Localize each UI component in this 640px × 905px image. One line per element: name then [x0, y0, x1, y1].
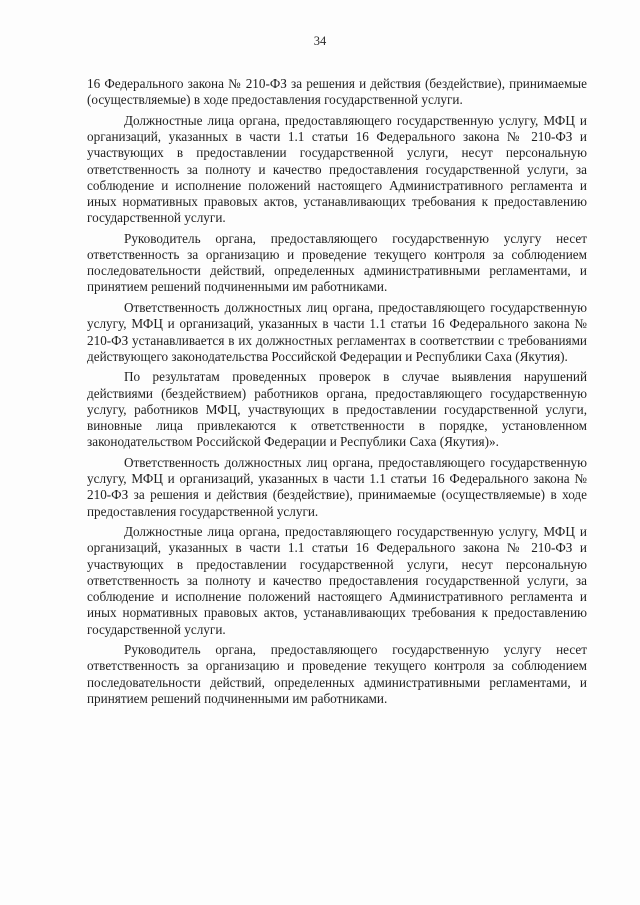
paragraph-7: Должностные лица органа, предоставляющего государственную услугу, МФЦ и организаций, указанных в части 1.1 статьи 16 Федерального закона № 210-ФЗ и участвующих в предоставлении государственной услуги, несут персональную ответственность за полноту и качество предоставления государственной услуги, за соблюдение и исполнение положений настоящего Административного регламента и иных нормативных правовых актов, устанавливающих требования к предоставлению государственной услуги. — [87, 524, 587, 637]
paragraph-5: По результатам проведенных проверок в случае выявления нарушений действиями (бездействием) работников органа, предоставляющего государственную услугу, работников МФЦ, участвующих в предоставлении государственной услуги, виновные лица привлекаются к ответственности в порядке, установленном законодательством Российской Федерации и Республики Саха (Якутия)». — [87, 369, 587, 450]
paragraph-3: Руководитель органа, предоставляющего государственную услугу несет ответственность за организацию и проведение текущего контроля за соблюдением последовательности действий, определенных административными регламентами, и принятием решений подчиненными им работниками. — [87, 230, 587, 295]
paragraph-1: 16 Федерального закона № 210-ФЗ за решения и действия (бездействие), принимаемые (осуществляемые) в ходе предоставления государственной услуги. — [87, 76, 587, 108]
paragraph-8: Руководитель органа, предоставляющего государственную услугу несет ответственность за организацию и проведение текущего контроля за соблюдением последовательности действий, определенных административными регламентами, и принятием решений подчиненными им работниками. — [87, 642, 587, 706]
paragraph-4: Ответственность должностных лиц органа, предоставляющего государственную услугу, МФЦ и организаций, указанных в части 1.1 статьи 16 Федерального закона № 210-ФЗ устанавливается в их должностных регламентах в соответствии с требованиями действующего законодательства Российской Федерации и Республики Саха (Якутия). — [87, 300, 587, 364]
page-number: 34 — [313, 34, 327, 48]
document-body — [87, 76, 587, 712]
paragraph-6: Ответственность должностных лиц органа, предоставляющего государственную услугу, МФЦ и организаций, указанных в части 1.1 статьи 16 Федерального закона № 210-ФЗ за решения и действия (бездействие), принимаемые (осуществляемые) в ходе предоставления государственной услуги. — [87, 454, 587, 519]
paragraph-2: Должностные лица органа, предоставляющего государственную услугу, МФЦ и организаций, указанных в части 1.1 статьи 16 Федерального закона № 210-ФЗ и участвующих в предоставлении государственной услуги, несут персональную ответственность за полноту и качество предоставления государственной услуги, за соблюдение и исполнение положений настоящего Административного регламента и иных нормативных правовых актов, устанавливающих требования к предоставлению государственной услуги. — [87, 112, 587, 226]
